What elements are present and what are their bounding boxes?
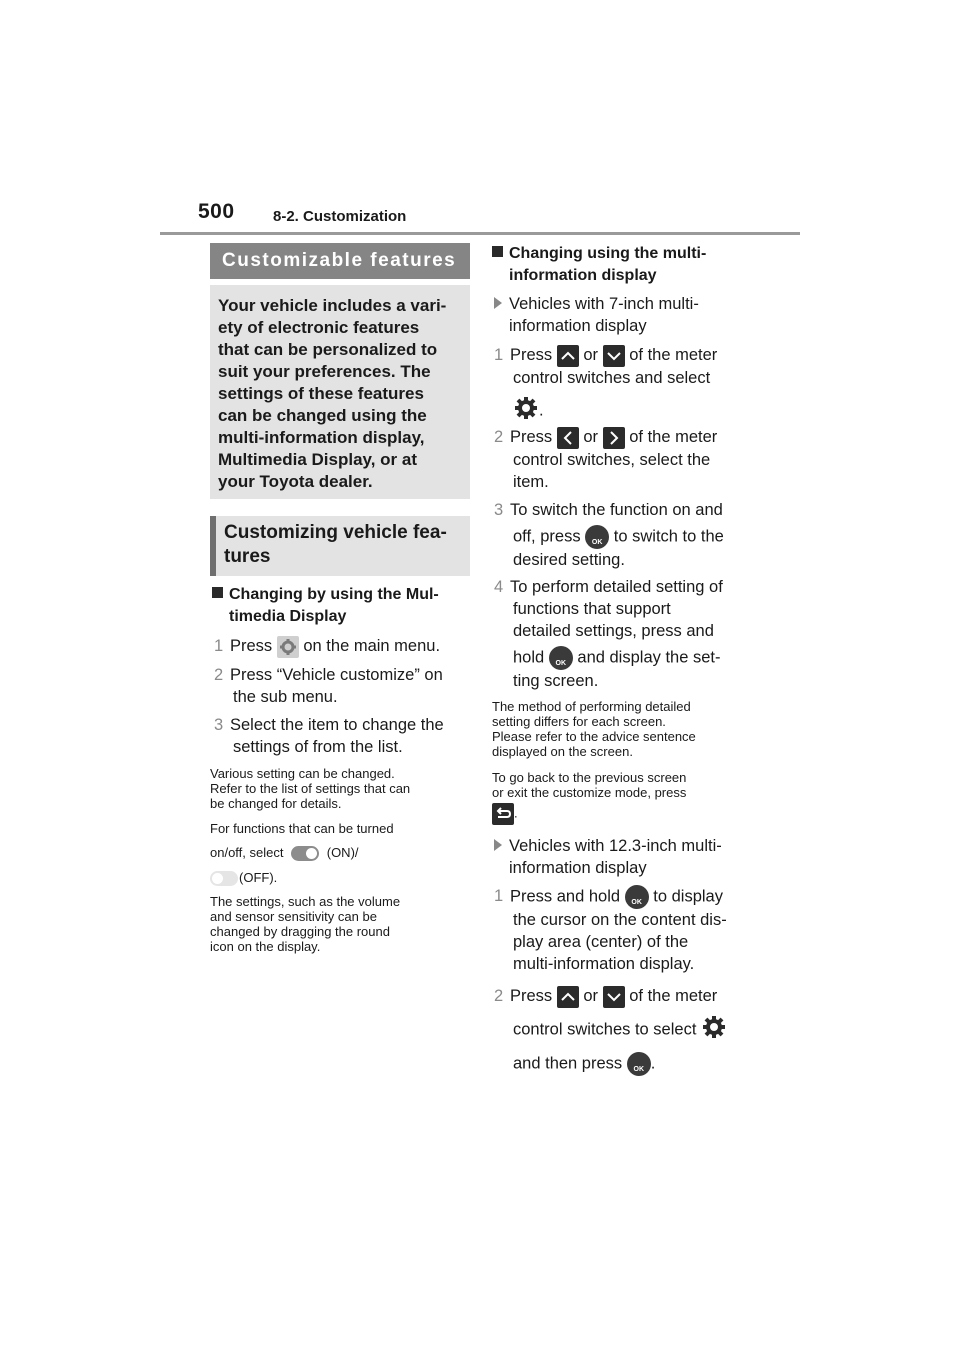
- intro-line: suit your preferences. The: [218, 362, 431, 381]
- bullet-square-icon: [212, 587, 223, 598]
- customizing-vehicle-features-heading: [210, 516, 470, 576]
- toggle-off-icon: [210, 871, 238, 886]
- intro-line: that can be personalized to: [218, 340, 438, 359]
- heading-line: tures: [224, 546, 271, 567]
- note-go-back: To go back to the previous screen or exit the customize mode, press .: [492, 770, 686, 825]
- step-3: 3 Select the item to change the settings of from the list.: [214, 716, 444, 756]
- step-2: 2 Press “Vehicle customize” on the sub menu.: [214, 666, 443, 706]
- gear-icon: [701, 1014, 727, 1046]
- note-settings: Various setting can be changed. Refer to the list of settings that can be changed for details.: [210, 766, 411, 811]
- step-1: 1 Press on the main menu.: [214, 635, 440, 658]
- triangle-bullet-icon: [494, 297, 502, 309]
- up-button-icon: [557, 345, 579, 367]
- ok-button-icon: [627, 1052, 651, 1076]
- customizable-features-heading: Customizable features: [210, 243, 470, 279]
- intro-line: ety of electronic features: [218, 318, 420, 337]
- step-12in-1: 1 Press and hold OK to display the cursor on the content dis- play area (center) of the multi-information display.: [494, 885, 727, 975]
- triangle-bullet-icon: [494, 839, 502, 851]
- ok-button-icon: [549, 646, 573, 670]
- note-detailed-setting: The method of performing detailed setting differs for each screen. Please refer to the advice sentence displayed on the screen.: [492, 699, 696, 759]
- vehicles-12inch-heading: Vehicles with 12.3-inch multi- information display: [494, 835, 722, 879]
- ok-button-icon: [585, 525, 609, 549]
- right-button-icon: [603, 427, 625, 449]
- step-7in-2: 2 Press or of the meter control switches, select the item.: [494, 428, 718, 491]
- vehicles-7inch-heading: Vehicles with 7-inch multi- information display: [494, 293, 699, 337]
- left-button-icon: [557, 427, 579, 449]
- step-12in-2: 2 Press or of the meter control switches to select and then press OK .: [494, 985, 727, 1076]
- heading-line: Customizing vehicle fea-: [224, 522, 447, 543]
- intro-line: settings of these features: [218, 384, 424, 403]
- gear-icon: [513, 395, 539, 427]
- intro-line: multi-information display,: [218, 428, 425, 447]
- section-title: 8-2. Customization: [273, 208, 407, 225]
- intro-line: Your vehicle includes a vari-: [218, 296, 447, 315]
- back-button-icon: [492, 803, 514, 825]
- page-number: 500: [198, 200, 235, 223]
- step-7in-1: 1 Press or of the meter control switches and select .: [494, 344, 717, 427]
- multi-info-subheading: Changing using the multi- information display: [492, 243, 706, 287]
- down-button-icon: [603, 345, 625, 367]
- features-intro-box: [210, 285, 470, 499]
- toggle-on-icon: [291, 846, 319, 861]
- settings-gear-icon: [277, 636, 299, 658]
- down-button-icon: [603, 986, 625, 1008]
- intro-line: can be changed using the: [218, 406, 427, 425]
- intro-line: your Toyota dealer.: [218, 472, 373, 491]
- step-7in-3: 3 To switch the function on and off, press OK to switch to the desired setting.: [494, 499, 724, 571]
- note-drag: The settings, such as the volume and sensor sensitivity can be changed by dragging the round icon on the display.: [210, 894, 401, 954]
- up-button-icon: [557, 986, 579, 1008]
- multimedia-subheading: Changing by using the Mul- timedia Display: [212, 584, 439, 628]
- intro-line: Multimedia Display, or at: [218, 450, 418, 469]
- bullet-square-icon: [492, 246, 503, 257]
- header-rule: [160, 232, 800, 235]
- step-7in-4: 4 To perform detailed setting of functions that support detailed settings, press and hold OK and display the set- ting screen.: [494, 576, 723, 692]
- ok-button-icon: [625, 885, 649, 909]
- note-toggle: For functions that can be turned on/off, select (ON)/ (OFF).: [210, 821, 394, 886]
